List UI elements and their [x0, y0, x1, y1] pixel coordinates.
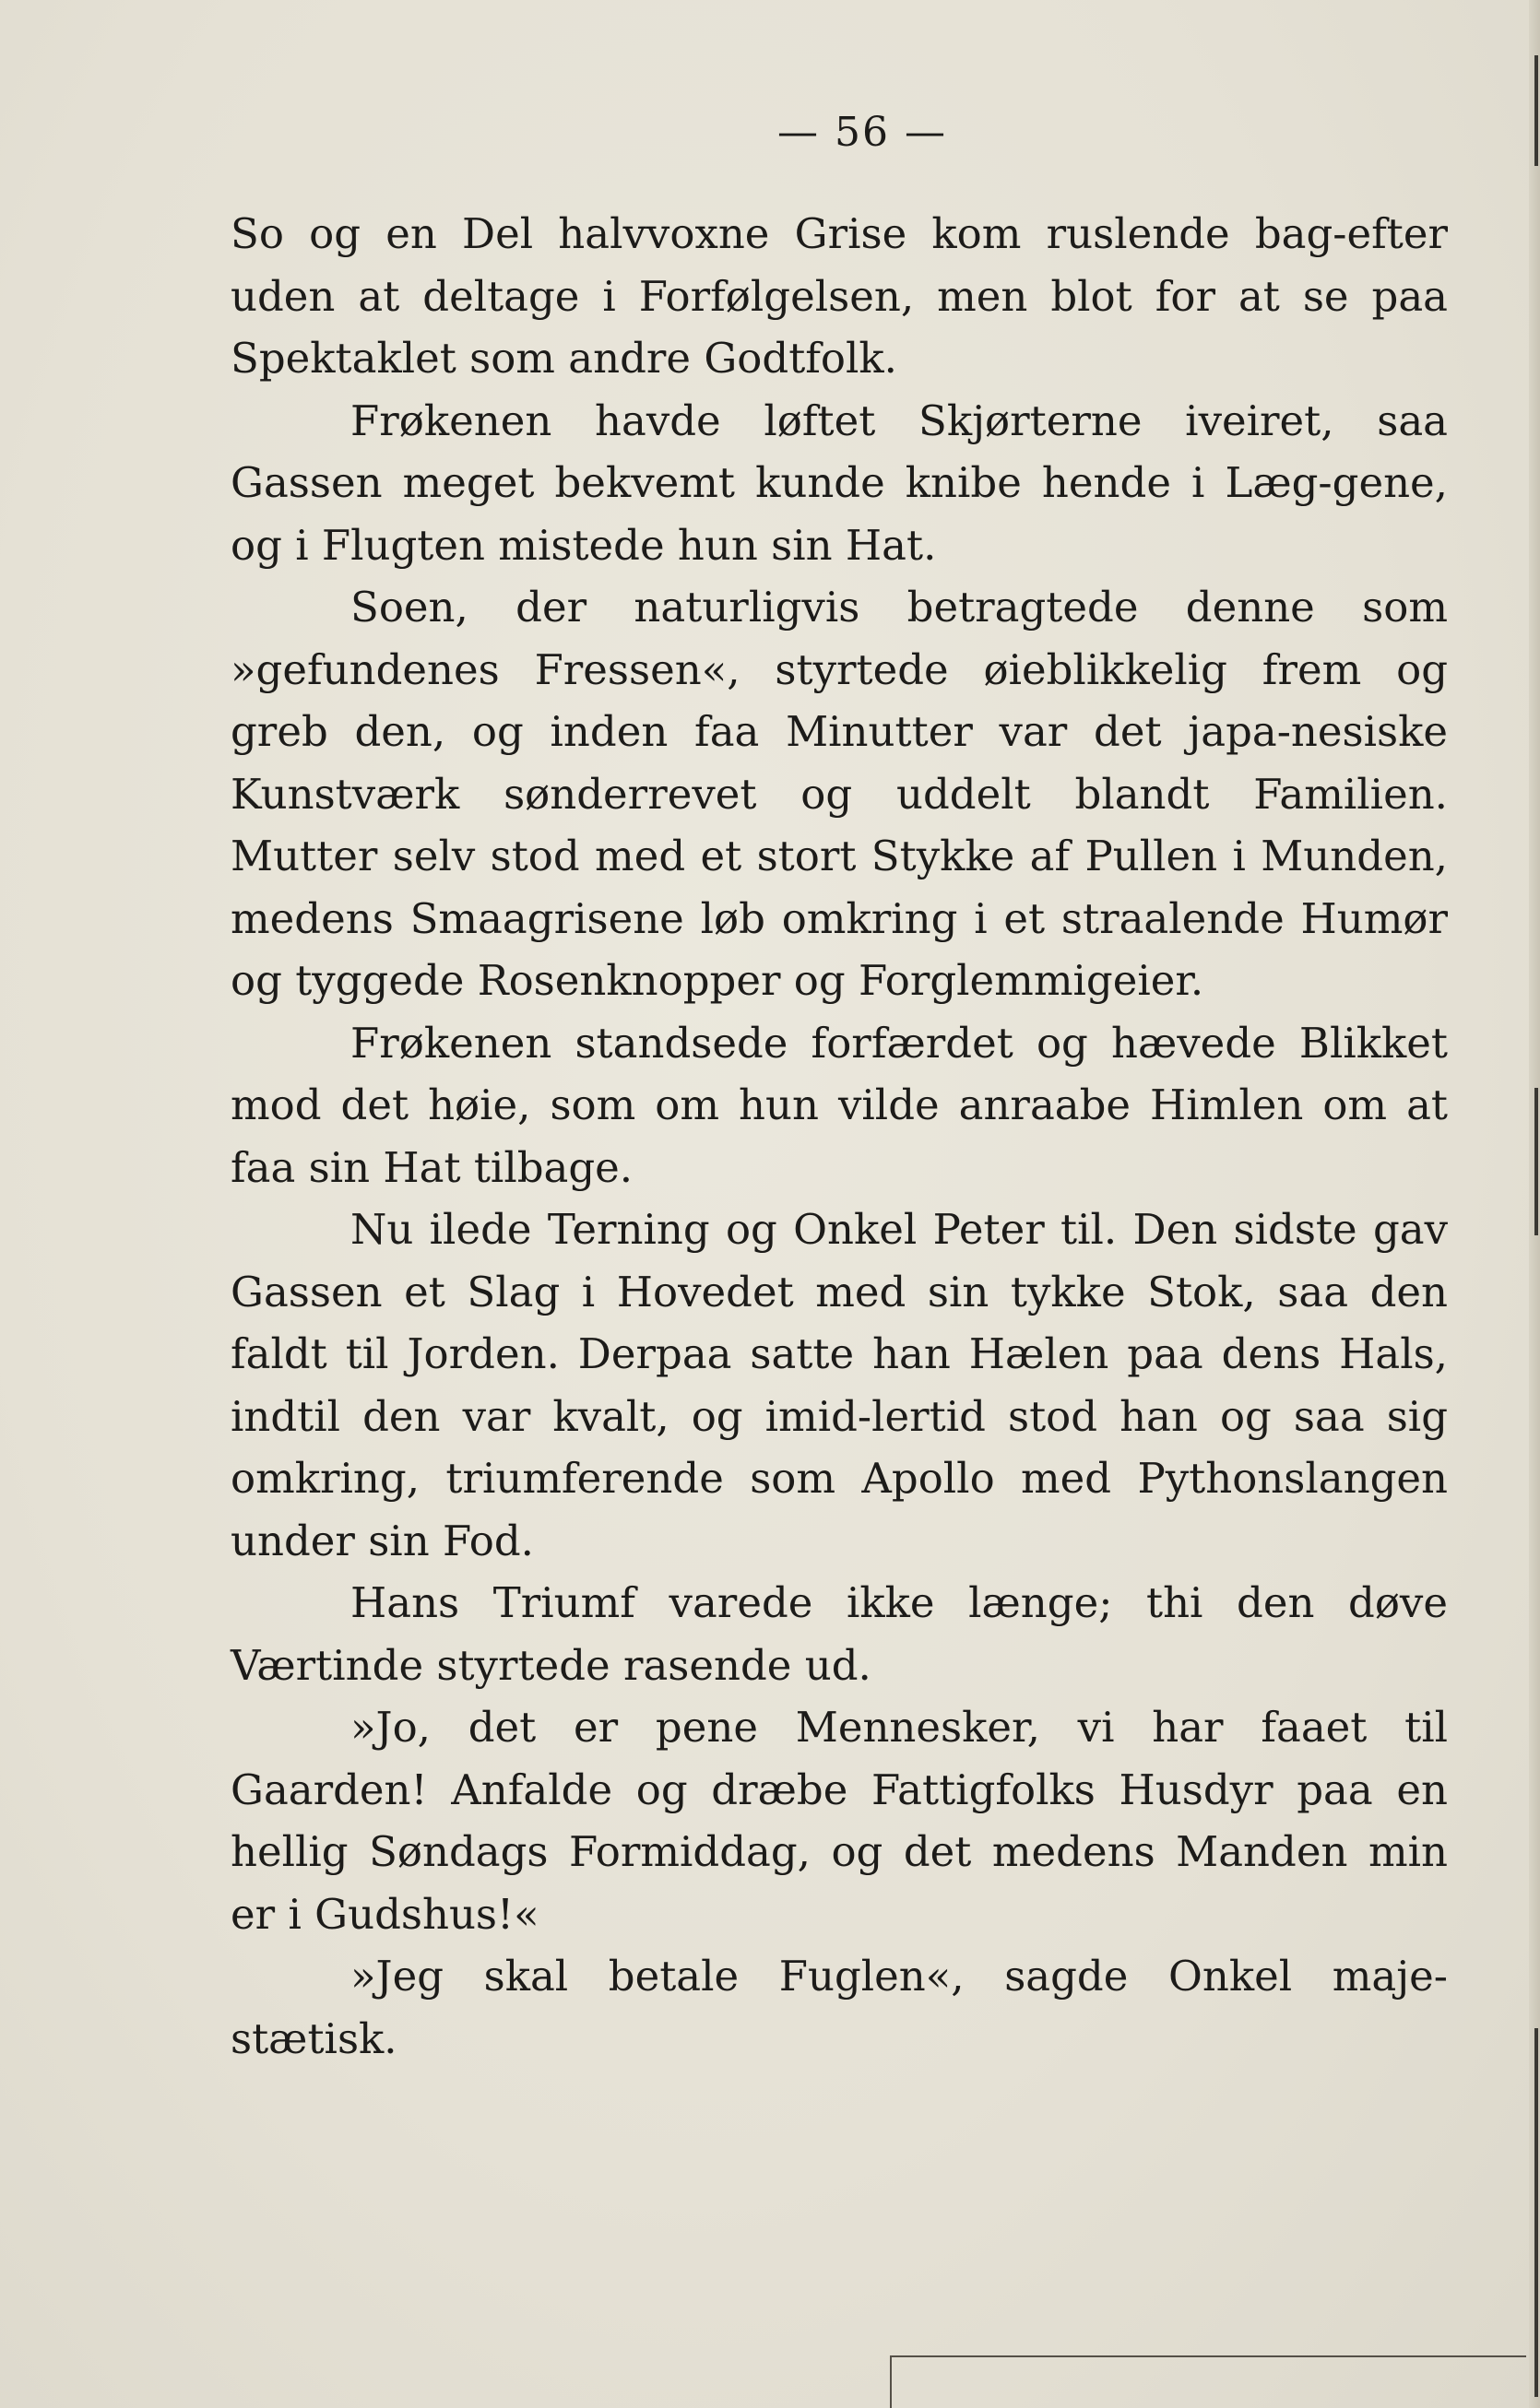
- paragraph: Frøkenen havde løftet Skjørterne iveiret, saa Gassen meget bekvemt kunde knibe hende i Læg-gene, og i Flugten mistede hun sin Hat.: [231, 395, 1448, 570]
- edge-scan-mark: [1534, 55, 1538, 166]
- edge-scan-mark: [1534, 2028, 1538, 2397]
- edge-scan-mark: [1534, 1088, 1538, 1235]
- paragraph: So og en Del halvvoxne Grise kom ruslende bag-efter uden at deltage i Forfølgelsen, men blot for at se paa Spektaklet som andre Godtfolk.: [231, 209, 1448, 383]
- paragraph: »Jeg skal betale Fuglen«, sagde Onkel maje-stætisk.: [231, 1952, 1448, 2063]
- paragraph: Soen, der naturligvis betragtede denne som »gefundenes Fressen«, styrtede øieblikkelig frem og greb den, og inden faa Minutter var det japa-nesiske Kunstværk sønderrevet og uddelt blandt Familien. Mutter selv stod med et stort Stykke af Pullen i Munden, medens Smaagrisene løb omkring i et straalende Humør og tyggede Rosenknopper og Forglemmigeier.: [231, 583, 1448, 1005]
- paragraph: Hans Triumf varede ikke længe; thi den døve Værtinde styrtede rasende ud.: [231, 1578, 1448, 1690]
- scan-border-line: [890, 2355, 1526, 2357]
- body-text: [231, 203, 1448, 2070]
- paragraph: Nu ilede Terning og Onkel Peter til. Den sidste gav Gassen et Slag i Hovedet med sin tykke Stok, saa den faldt til Jorden. Derpaa satte han Hælen paa dens Hals, indtil den var kvalt, og imid-lertid stod han og saa sig omkring, triumferende som Apollo med Pythonslangen under sin Fod.: [231, 1205, 1448, 1565]
- paragraph: »Jo, det er pene Mennesker, vi har faaet til Gaarden! Anfalde og dræbe Fattigfolks Husdyr paa en hellig Søndags Formiddag, og det medens Manden min er i Gudshus!«: [231, 1703, 1448, 1939]
- scan-border-tick: [890, 2355, 892, 2408]
- paragraph: Frøkenen standsede forfærdet og hævede Blikket mod det høie, som om hun vilde anraabe Himlen om at faa sin Hat tilbage.: [231, 1018, 1448, 1192]
- page-number: — 56 —: [777, 109, 947, 156]
